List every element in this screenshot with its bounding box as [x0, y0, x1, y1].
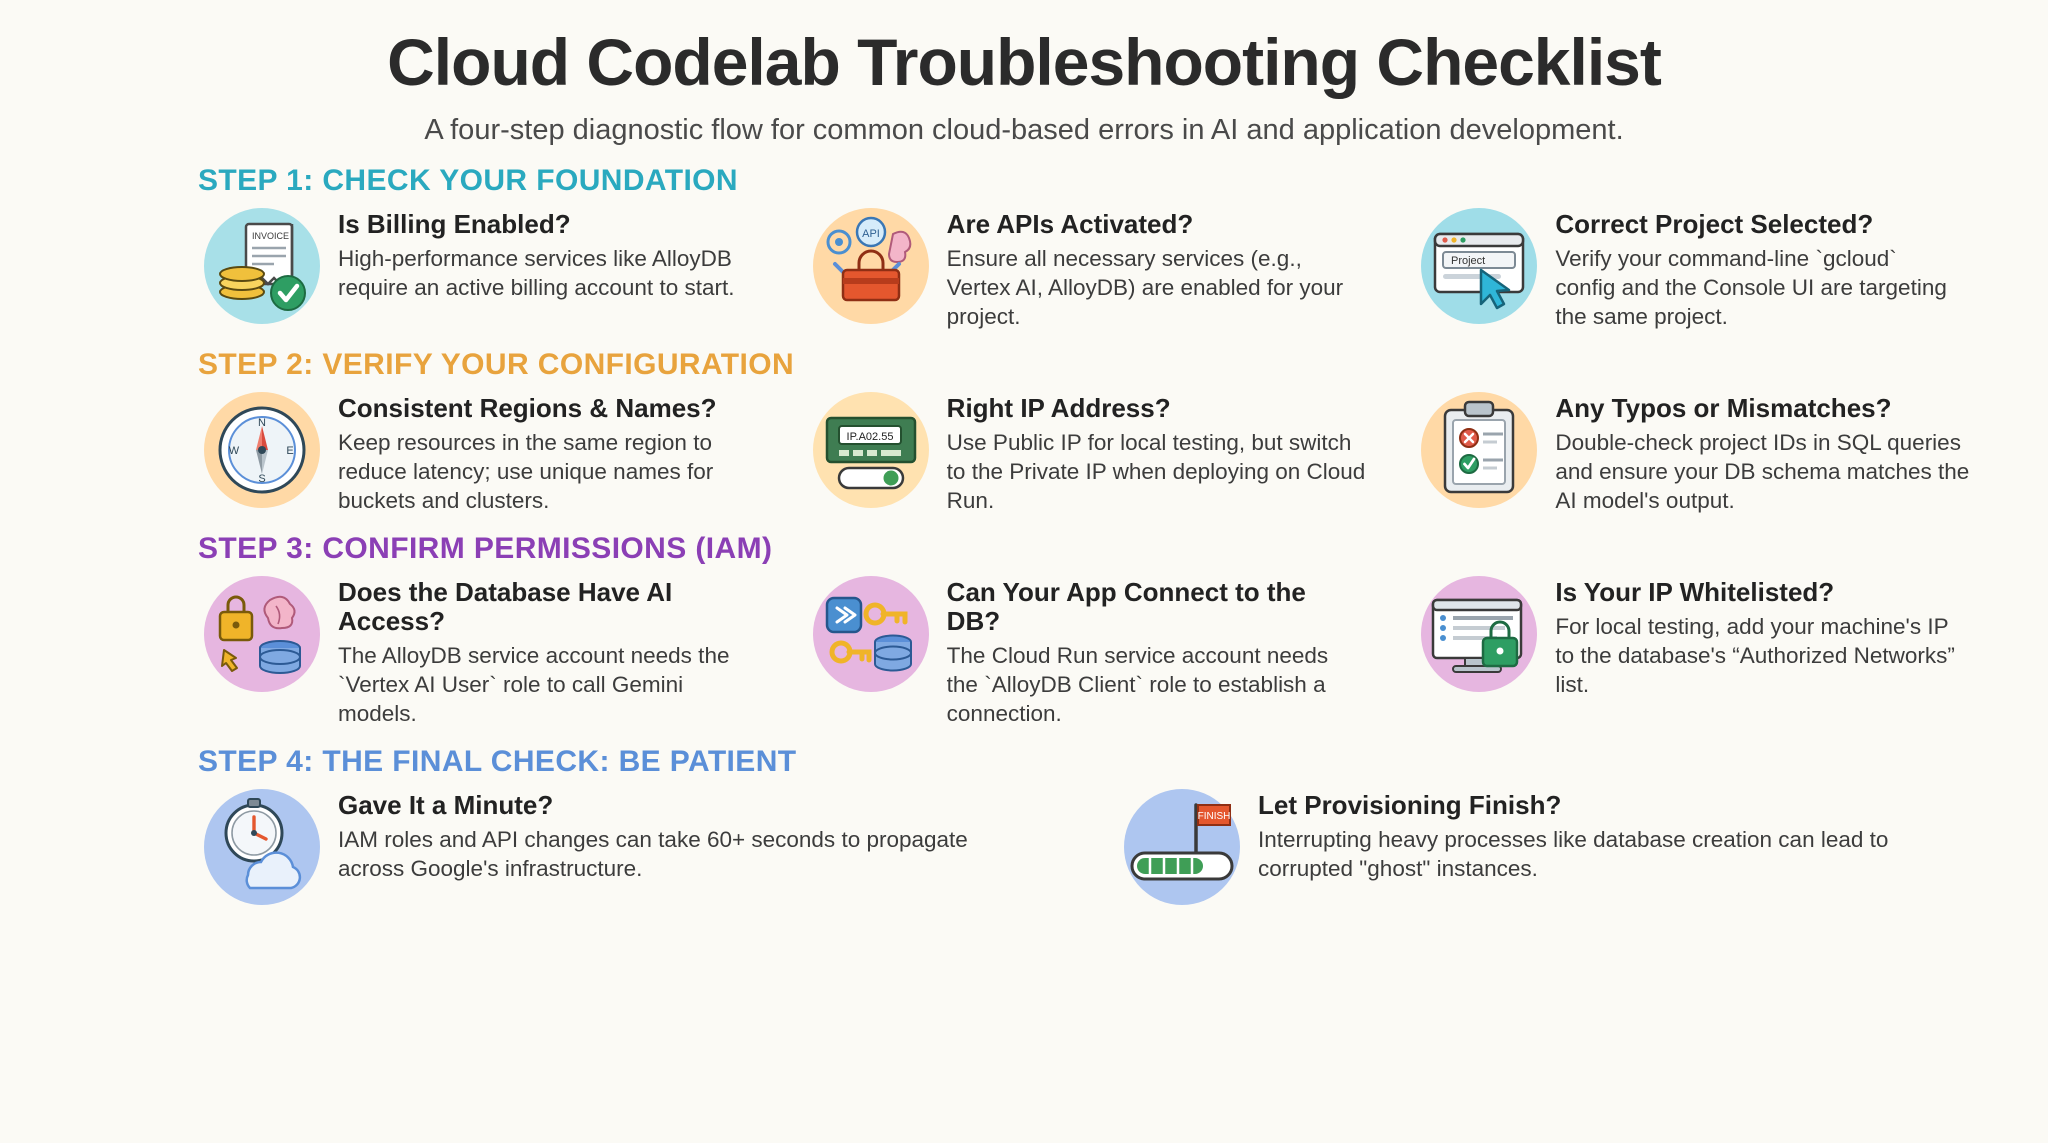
svg-text:E: E: [286, 445, 294, 458]
item-body: Verify your command-line `gcloud` config and the Console UI are targeting the same project.: [1555, 246, 1947, 329]
item-body: The Cloud Run service account needs the `AlloyDB Client` role to establish a connection.: [946, 643, 1329, 726]
checklist-item: [198, 572, 791, 729]
item-title: Let Provisioning Finish?: [1258, 789, 1562, 820]
section-step-4: [0, 745, 2048, 913]
checklist-item: [198, 388, 791, 516]
section-step-2: [0, 348, 2048, 516]
page-subtitle: A four-step diagnostic flow for common cloud-based errors in AI and application development.: [424, 114, 1624, 147]
section-heading-step-2: STEP 2: VERIFY YOUR CONFIGURATION: [198, 348, 795, 382]
checklist-item: [807, 204, 1400, 332]
svg-text:W: W: [228, 445, 240, 458]
svg-text:S: S: [258, 473, 266, 486]
item-title: Gave It a Minute?: [338, 789, 554, 820]
monitor-lock-icon: [1415, 572, 1543, 700]
item-body: Ensure all necessary services (e.g., Vertex AI, AlloyDB) are enabled for your project.: [946, 246, 1344, 329]
svg-text:INVOICE: INVOICE: [252, 231, 290, 242]
checklist-item: [198, 204, 791, 332]
checklist-item: [1415, 388, 2008, 516]
item-title: Is Your IP Whitelisted?: [1555, 577, 1835, 608]
checklist-item: [1415, 572, 2008, 700]
section-heading-step-4: STEP 4: THE FINAL CHECK: BE PATIENT: [198, 744, 797, 778]
checklist-item: [1118, 785, 2008, 913]
item-title: Any Typos or Mismatches?: [1555, 393, 1892, 424]
item-title: Right IP Address?: [946, 393, 1171, 424]
checklist-item: [1415, 204, 2008, 332]
page-title: Cloud Codelab Troubleshooting Checklist: [387, 25, 1661, 99]
clipboard-checklist-icon: [1415, 388, 1543, 516]
item-title: Correct Project Selected?: [1555, 209, 1874, 240]
api-toolbox-icon: [807, 204, 935, 332]
step-3-items: [198, 572, 2008, 729]
svg-text:API: API: [861, 228, 880, 241]
item-body: The AlloyDB service account needs the `Vertex AI User` role to call Gemini models.: [338, 643, 730, 726]
ip-network-card-icon: [807, 388, 935, 516]
section-heading-step-1: STEP 1: CHECK YOUR FOUNDATION: [198, 164, 738, 198]
svg-text:N: N: [258, 417, 266, 430]
item-body: Keep resources in the same region to reduce latency; use unique names for buckets and clusters.: [338, 430, 714, 513]
item-body: High-performance services like AlloyDB require an active billing account to start.: [338, 246, 735, 300]
header: [0, 0, 2048, 148]
progress-bar-finish-flag-icon: [1118, 785, 1246, 913]
section-step-3: [0, 532, 2048, 729]
item-title: Are APIs Activated?: [946, 209, 1194, 240]
finish-label: FINISH: [1197, 810, 1231, 822]
section-heading-step-3: STEP 3: CONFIRM PERMISSIONS (IAM): [198, 532, 773, 566]
item-body: Interrupting heavy processes like database creation can lead to corrupted "ghost" instances.: [1258, 826, 1889, 881]
step-2-items: [198, 388, 2008, 516]
step-1-items: [198, 204, 2008, 332]
item-title: Does the Database Have AI Access?: [338, 577, 673, 637]
svg-text:Project: Project: [1451, 255, 1486, 268]
checklist-item: [198, 785, 1088, 913]
item-title: Can Your App Connect to the DB?: [946, 577, 1306, 637]
compass-icon: [198, 388, 326, 516]
item-body: Double-check project IDs in SQL queries and ensure your DB schema matches the AI model's output.: [1555, 430, 1970, 513]
lock-brain-database-icon: [198, 572, 326, 700]
project-window-cursor-icon: [1415, 204, 1543, 332]
stopwatch-cloud-icon: [198, 785, 326, 913]
invoice-coins-check-icon: [198, 204, 326, 332]
checklist-item: [807, 572, 1400, 729]
step-4-items: [198, 785, 2008, 913]
item-body: For local testing, add your machine's IP to the database's “Authorized Networks” list.: [1555, 614, 1955, 697]
checklist-item: [807, 388, 1400, 516]
section-step-1: [0, 164, 2048, 332]
ip-label: IP.A02.55: [846, 431, 894, 444]
item-body: Use Public IP for local testing, but switch to the Private IP when deploying on Cloud Run.: [946, 430, 1366, 513]
app-key-database-icon: [807, 572, 935, 700]
item-title: Consistent Regions & Names?: [338, 393, 717, 424]
item-body: IAM roles and API changes can take 60+ seconds to propagate across Google's infrastructure.: [338, 826, 968, 881]
item-title: Is Billing Enabled?: [338, 209, 571, 240]
